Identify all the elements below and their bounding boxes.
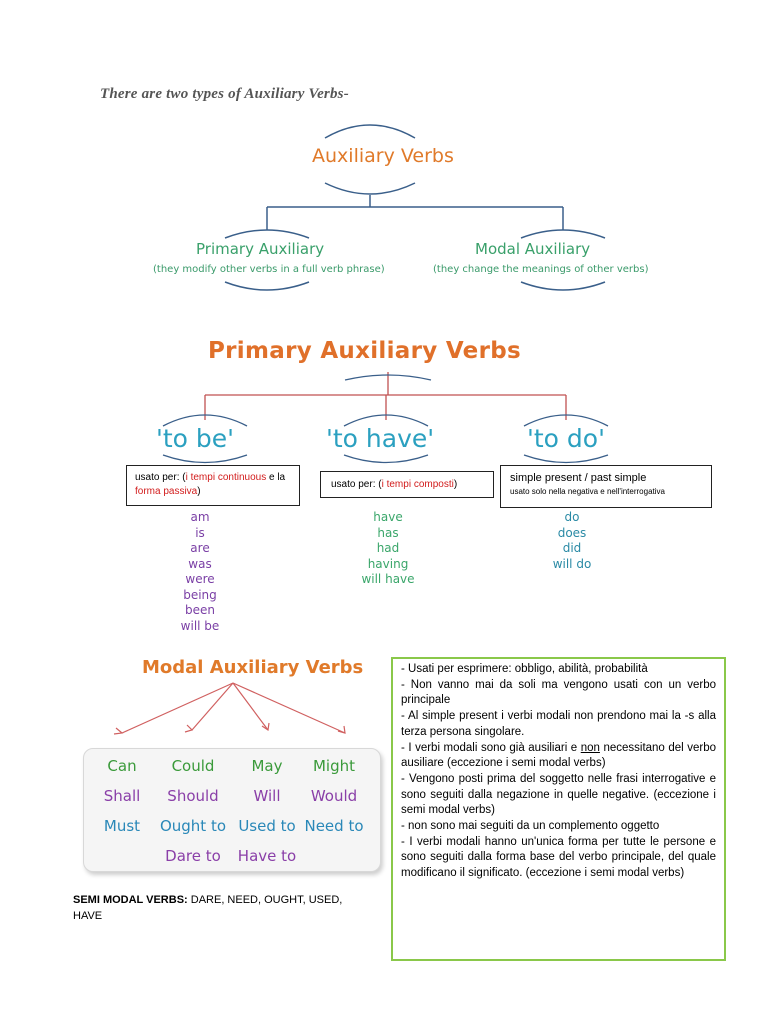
modal-verb: Shall xyxy=(103,787,141,805)
to-be-label: 'to be' xyxy=(156,424,235,453)
rule-item: - non sono mai seguiti da un complemento oggetto xyxy=(401,820,660,833)
verb-form: having xyxy=(367,556,409,571)
to-do-forms xyxy=(538,510,606,572)
primary-auxiliary-verbs-title: Primary Auxiliary Verbs xyxy=(208,338,521,364)
verb-form: been xyxy=(185,603,215,617)
rule-item xyxy=(401,741,716,772)
modal-auxiliary-sub: (they change the meanings of other verbs) xyxy=(433,264,649,275)
modal-rules-box xyxy=(391,657,726,961)
rule-item: - Usati per esprimere: obbligo, abilità, probabilità xyxy=(401,663,648,675)
modal-verb: Ought to xyxy=(159,817,227,835)
modal-verbs-grid xyxy=(83,748,381,872)
to-have-forms xyxy=(352,510,424,588)
verb-form: is xyxy=(195,525,205,540)
modal-verb: Must xyxy=(103,817,141,835)
to-do-usage-box xyxy=(500,465,712,508)
to-have-label: 'to have' xyxy=(326,424,435,453)
rule-item: - I verbi modali hanno un'unica forma per tutte le persone e sono seguiti dalla forma base del verbo principale, del quale modificano il significato. (eccezione i semi modal verbs) xyxy=(401,835,716,880)
verb-form: has xyxy=(377,525,399,540)
rule-item: - Vengono posti prima del soggetto nelle frasi interrogative e sono seguiti dalla negazione in quelle negative. (eccezione i semi modal verbs) xyxy=(401,772,716,817)
to-be-forms xyxy=(168,510,232,634)
verb-form: will do xyxy=(552,556,592,571)
modal-verb: Have to xyxy=(237,847,297,865)
rule-text: necessitano del verbo ausiliare (eccezione i semi modal verbs) xyxy=(401,741,716,770)
verb-form: had xyxy=(376,541,400,555)
verb-form: do xyxy=(564,510,580,524)
modal-verb: Would xyxy=(310,787,358,805)
modal-verb: Can xyxy=(107,757,137,775)
modal-verb: Might xyxy=(312,757,356,775)
rule-text: - I verbi modali sono già ausiliari e xyxy=(401,741,581,754)
verb-form: will be xyxy=(180,618,220,633)
verb-form: have xyxy=(373,510,403,524)
usage-text: ) xyxy=(453,479,458,490)
verb-form: am xyxy=(190,510,210,524)
verb-form: are xyxy=(190,541,210,555)
usage-text: usato per: ( xyxy=(331,479,382,490)
rule-item: - Al simple present i verbi modali non prendono mai la -s alla terza persona singolare. xyxy=(401,710,716,738)
usage-text: e la xyxy=(266,472,286,483)
primary-auxiliary-sub: (they modify other verbs in a full verb phrase) xyxy=(153,264,385,275)
intro-heading: There are two types of Auxiliary Verbs- xyxy=(100,86,349,102)
rule-item: - Non vanno mai da soli ma vengono usati con un verbo principale xyxy=(401,678,716,707)
to-be-usage-box xyxy=(126,465,300,506)
auxiliary-verbs-title: Auxiliary Verbs xyxy=(312,145,454,167)
verb-form: did xyxy=(562,541,582,555)
usage-text: usato per: ( xyxy=(135,472,186,483)
semi-modal-label: SEMI MODAL VERBS: xyxy=(73,894,188,906)
usage-note: usato solo nella negativa e nell'interrogativa xyxy=(510,487,665,496)
modal-verb: Should xyxy=(167,787,219,805)
verb-form: will have xyxy=(361,572,415,586)
modal-verb: Dare to xyxy=(165,847,221,865)
usage-text: simple present / past simple xyxy=(510,472,647,484)
modal-verb: Could xyxy=(171,757,215,775)
modal-verb: Will xyxy=(253,787,281,805)
semi-modal-verbs xyxy=(73,892,373,924)
usage-highlight: i tempi composti xyxy=(381,479,454,490)
verb-form: does xyxy=(557,525,587,540)
verb-form: was xyxy=(188,556,212,571)
to-have-usage-box xyxy=(320,471,494,498)
usage-text: ) xyxy=(197,486,201,497)
verb-form: being xyxy=(183,587,217,602)
rule-emphasis: non xyxy=(580,741,600,754)
primary-auxiliary-title: Primary Auxiliary xyxy=(196,240,325,258)
to-do-label: 'to do' xyxy=(527,424,605,453)
modal-verb: May xyxy=(251,757,283,775)
modal-auxiliary-verbs-title: Modal Auxiliary Verbs xyxy=(142,657,364,678)
verb-form: were xyxy=(185,572,215,586)
usage-highlight: i tempi continuous xyxy=(185,472,267,483)
modal-verb: Used to xyxy=(238,817,296,835)
usage-highlight: forma passiva xyxy=(135,486,198,497)
semi-modal-list: DARE, NEED, OUGHT, USED, HAVE xyxy=(73,894,343,922)
modal-auxiliary-title: Modal Auxiliary xyxy=(475,240,591,258)
modal-verb: Need to xyxy=(304,817,364,835)
